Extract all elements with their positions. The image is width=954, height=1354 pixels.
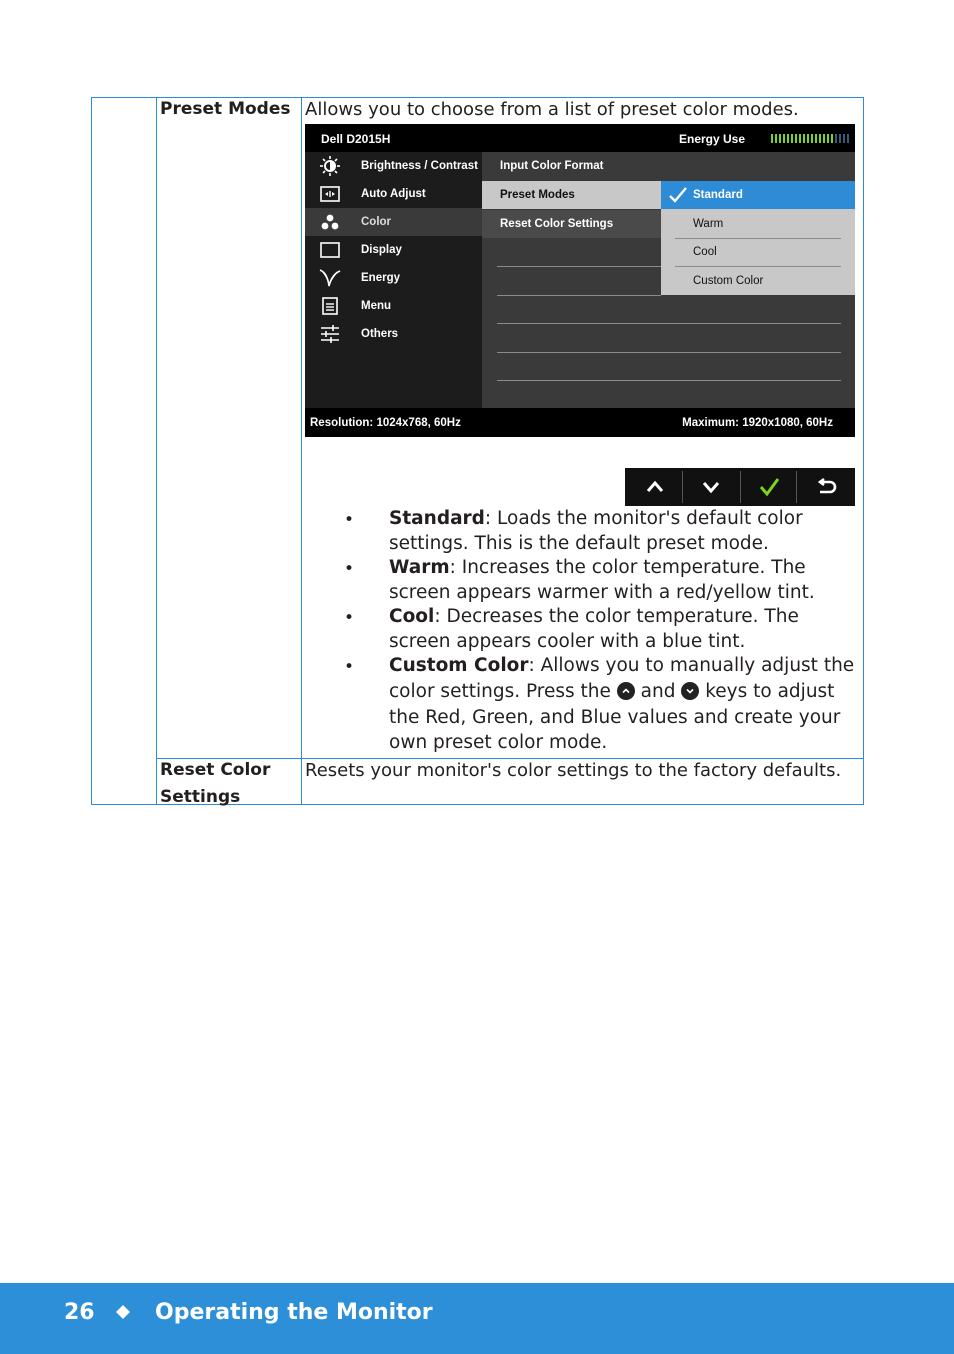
bullet-marker: • [344, 559, 355, 579]
osd-menu-label: Auto Adjust [361, 188, 426, 200]
bullet-text-line: screen appears warmer with a red/yellow tint. [389, 582, 815, 603]
osd-title-bar [305, 124, 855, 152]
osd-menu-label: Display [361, 244, 402, 256]
energy-bar-segment [799, 134, 801, 143]
up-icon [627, 468, 682, 506]
osd-nav-buttons [625, 468, 855, 506]
bullet-text: and [634, 681, 682, 702]
osd-rule [675, 238, 841, 239]
osd-option-label: Standard [693, 189, 743, 201]
bullet-text-line: screen appears cooler with a blue tint. [389, 631, 746, 652]
osd-menu-menu[interactable] [305, 292, 482, 320]
energy-bar-segment [831, 134, 833, 143]
auto-adjust-icon [319, 184, 341, 204]
osd-rule [497, 380, 841, 381]
bullet-term: Custom Color [389, 655, 529, 676]
energy-bar-segment [787, 134, 789, 143]
osd-menu-label: Menu [361, 300, 392, 312]
osd-status-bar [305, 408, 855, 437]
bullet-text: : Allows you to manually adjust the [528, 655, 855, 676]
osd-menu-label: Brightness / Contrast [361, 160, 478, 172]
bullet-custom-color [389, 655, 854, 676]
bullet-text: : Loads the monitor's default color [484, 508, 803, 529]
section-title: Operating the Monitor [155, 1300, 433, 1325]
row-label-preset-modes: Preset Modes [160, 99, 291, 119]
row-label-reset-color [160, 757, 270, 811]
row-label-line: Settings [160, 787, 241, 807]
osd-resolution: Resolution: 1024x768, 60Hz [310, 417, 461, 429]
osd-option-label: Cool [693, 246, 717, 258]
osd-menu-color[interactable] [305, 208, 482, 236]
bullet-text: : Increases the color temperature. The [449, 557, 806, 578]
energy-bar-segment [843, 134, 845, 143]
bullet-text-line: settings. This is the default preset mode. [389, 533, 769, 554]
energy-bar-segment [811, 134, 813, 143]
energy-bar-segment [803, 134, 805, 143]
check-icon [741, 468, 796, 506]
menu-icon [319, 296, 341, 316]
energy-bar-segment [819, 134, 821, 143]
energy-bar-segment [847, 134, 849, 143]
osd-option-label: Warm [693, 218, 724, 230]
osd-menu-display[interactable] [305, 236, 482, 264]
bullet-text-line: own preset color mode. [389, 732, 608, 753]
osd-model-name: Dell D2015H [321, 132, 391, 146]
osd-menu-label: Color [361, 216, 392, 228]
energy-bar-segment [779, 134, 781, 143]
energy-bar-segment [835, 134, 837, 143]
bullet-text-line [389, 681, 834, 702]
bullet-marker: • [344, 510, 355, 530]
osd-rule [497, 295, 661, 296]
row-desc-reset-color: Resets your monitor's color settings to the factory defaults. [305, 760, 842, 781]
energy-meter [771, 134, 853, 143]
osd-submenu-preset-modes[interactable] [482, 181, 661, 209]
check-button[interactable] [741, 468, 796, 506]
back-icon [798, 468, 853, 506]
others-icon [319, 324, 341, 344]
osd-option-cool[interactable] [661, 238, 841, 266]
energy-icon [319, 268, 341, 288]
energy-bar-segment [827, 134, 829, 143]
osd-rule [497, 266, 661, 267]
osd-menu-auto-adjust[interactable] [305, 180, 482, 208]
energy-bar-segment [795, 134, 797, 143]
diamond-icon [116, 1305, 130, 1319]
down-key-icon [681, 682, 699, 700]
energy-bar-segment [771, 134, 773, 143]
osd-option-standard[interactable] [661, 181, 855, 209]
column-divider [301, 98, 302, 804]
column-divider [156, 98, 157, 804]
bullet-text: : Decreases the color temperature. The [434, 606, 799, 627]
page-number: 26 [64, 1300, 95, 1325]
bullet-cool [389, 606, 799, 627]
bullet-standard [389, 508, 803, 529]
osd-rule [675, 266, 841, 267]
osd-rule [497, 352, 841, 353]
osd-menu-others[interactable] [305, 320, 482, 348]
osd-option-label: Custom Color [693, 275, 764, 287]
osd-menu [305, 124, 855, 437]
bullet-text: color settings. Press the [389, 681, 617, 702]
osd-energy-label: Energy Use [679, 132, 746, 146]
osd-option-custom-color[interactable] [661, 267, 841, 295]
osd-menu-energy[interactable] [305, 264, 482, 292]
energy-bar-segment [807, 134, 809, 143]
osd-submenu-label: Preset Modes [500, 189, 575, 201]
energy-bar-segment [791, 134, 793, 143]
energy-bar-segment [839, 134, 841, 143]
back-button[interactable] [798, 468, 853, 506]
bullet-text-line: the Red, Green, and Blue values and create your [389, 707, 841, 728]
bullet-term: Standard [389, 508, 485, 529]
osd-rule [497, 323, 841, 324]
color-icon [319, 212, 341, 232]
button-separator [796, 471, 797, 503]
osd-option-warm[interactable] [661, 210, 841, 238]
osd-menu-label: Others [361, 328, 399, 340]
bullet-term: Cool [389, 606, 435, 627]
bullet-marker: • [344, 608, 355, 628]
row-desc-preset-modes: Allows you to choose from a list of preset color modes. [305, 99, 799, 120]
osd-submenu-input-color-format[interactable] [482, 152, 661, 180]
bullet-text: keys to adjust [699, 681, 835, 702]
osd-menu-brightness-contrast[interactable] [305, 152, 482, 180]
energy-bar-segment [783, 134, 785, 143]
up-button[interactable] [627, 468, 682, 506]
bullet-term: Warm [389, 557, 450, 578]
row-label-line: Reset Color [160, 760, 271, 780]
osd-submenu-reset-color-settings[interactable] [482, 210, 661, 238]
up-key-icon [617, 682, 635, 700]
display-icon [319, 240, 341, 260]
osd-menu-label: Energy [361, 272, 400, 284]
osd-maximum: Maximum: 1920x1080, 60Hz [682, 417, 833, 429]
brightness-icon [319, 156, 341, 176]
energy-bar-segment [775, 134, 777, 143]
bullet-marker: • [344, 657, 355, 677]
osd-submenu-label: Input Color Format [500, 160, 604, 172]
energy-bar-segment [823, 134, 825, 143]
energy-bar-segment [815, 134, 817, 143]
page-footer [0, 1283, 954, 1354]
osd-submenu-label: Reset Color Settings [500, 218, 614, 230]
bullet-warm [389, 557, 806, 578]
down-button[interactable] [683, 468, 738, 506]
checkmark-icon [669, 187, 687, 203]
down-icon [683, 468, 738, 506]
